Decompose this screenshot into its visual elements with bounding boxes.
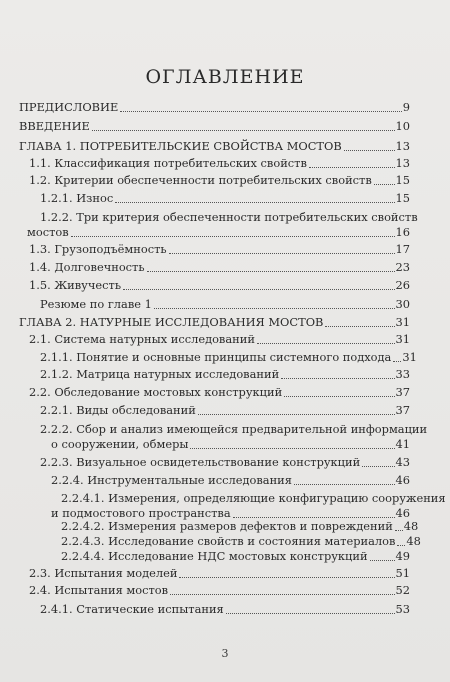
toc-entry-title: 2.4. Испытания мостов [29, 583, 169, 597]
toc-entry-title: 1.5. Живучесть [29, 278, 122, 292]
toc-entry-title: 2.1. Система натурных исследований [29, 332, 255, 346]
toc-entry[interactable] [29, 333, 410, 346]
toc-entry-page: 53 [395, 602, 410, 616]
toc-entry-title: 1.2.2. Три критерия обеспеченности потребительских свойств [40, 210, 418, 224]
toc-entry-title: 2.1.2. Матрица натурных исследований [40, 367, 280, 381]
toc-entry[interactable] [29, 261, 410, 274]
toc-entry[interactable] [29, 584, 410, 597]
toc-entry-page: 17 [395, 242, 410, 256]
toc-entry[interactable] [19, 140, 410, 153]
dot-leader [226, 613, 395, 614]
toc-entry-page: 49 [395, 549, 410, 563]
dot-leader [397, 545, 405, 546]
toc-entry[interactable] [40, 456, 410, 469]
toc-entry-title: 2.4.1. Статические испытания [40, 602, 224, 616]
toc-entry-page: 16 [395, 225, 410, 239]
toc-entry-page: 48 [403, 519, 419, 533]
toc-entry-page: 15 [395, 173, 410, 187]
toc-entry-title-continuation: и подмостового пространства [51, 506, 231, 520]
toc-entry-title: ПРЕДИСЛОВИЕ [19, 100, 119, 114]
toc-entry-title: ВВЕДЕНИЕ [19, 119, 90, 133]
toc-entry[interactable] [29, 174, 410, 187]
toc-entry[interactable] [51, 438, 410, 451]
toc-entry-title: 1.4. Долговечность [29, 260, 145, 274]
toc-entry-title: 1.2. Критерии обеспеченности потребительских свойств [29, 173, 372, 187]
toc-entry-title-continuation: о сооружении, обмеры [51, 437, 189, 451]
toc-entry-page: 10 [395, 119, 410, 133]
toc-entry-page: 30 [395, 297, 410, 311]
toc-entry-page: 33 [395, 367, 410, 381]
toc-entry-title: ГЛАВА 2. НАТУРНЫЕ ИССЛЕДОВАНИЯ МОСТОВ [19, 315, 324, 329]
dot-leader [257, 343, 395, 344]
toc-entry[interactable] [40, 298, 410, 311]
dot-leader [71, 236, 395, 237]
dot-leader [325, 326, 394, 327]
dot-leader [170, 594, 394, 595]
toc-entry-page: 13 [395, 156, 410, 170]
dot-leader [92, 130, 395, 131]
dot-leader [281, 378, 394, 379]
toc-entry-title: 2.2.4.1. Измерения, определяющие конфигурацию сооружения [61, 491, 446, 505]
toc-entry[interactable] [61, 519, 419, 533]
toc-entry[interactable] [27, 226, 410, 239]
dot-leader [344, 150, 395, 151]
toc-entry[interactable] [40, 192, 410, 205]
toc-entry[interactable] [19, 101, 410, 114]
dot-leader [190, 448, 394, 449]
toc-entry[interactable] [61, 550, 410, 563]
toc-entry-page: 31 [395, 315, 410, 329]
toc-entry-page: 46 [395, 473, 410, 487]
toc-entry-page: 46 [395, 506, 410, 520]
toc-entry-page: 43 [395, 455, 410, 469]
toc-entry[interactable] [40, 368, 410, 381]
toc-entry-page: 31 [402, 350, 417, 364]
toc-entry[interactable] [29, 157, 410, 170]
dot-leader [233, 517, 395, 518]
toc-entry-title: Резюме по главе 1 [40, 297, 152, 311]
toc-entry[interactable] [19, 120, 410, 133]
toc-entry-title: 2.2.4. Инструментальные исследования [51, 473, 292, 487]
toc-entry-title: 2.3. Испытания моделей [29, 566, 178, 580]
dot-leader [309, 167, 395, 168]
toc-entry-page: 51 [395, 566, 410, 580]
toc-entry-title: ГЛАВА 1. ПОТРЕБИТЕЛЬСКИЕ СВОЙСТВА МОСТОВ [19, 139, 342, 153]
toc-entry[interactable] [29, 279, 410, 292]
dot-leader [198, 414, 395, 415]
toc-entry[interactable] [29, 567, 410, 580]
dot-leader [393, 361, 401, 362]
toc-entry[interactable] [51, 474, 410, 487]
page-title: ОГЛАВЛЕНИЕ [145, 66, 305, 88]
dot-leader [154, 308, 395, 309]
toc-entry-page: 26 [395, 278, 410, 292]
toc-entry-page: 37 [395, 385, 410, 399]
toc-entry-page: 15 [395, 191, 410, 205]
toc-entry[interactable] [19, 316, 410, 329]
dot-leader [123, 289, 394, 290]
toc-entry-title: 2.2. Обследование мостовых конструкций [29, 385, 283, 399]
toc-entry[interactable] [40, 404, 410, 417]
toc-entry[interactable] [40, 350, 417, 364]
toc-entry-page: 9 [402, 100, 410, 114]
toc-entry-title: 1.1. Классификация потребительских свойств [29, 156, 307, 170]
dot-leader [115, 202, 394, 203]
toc-entry-page: 37 [395, 403, 410, 417]
toc-entry-title: 2.2.4.4. Исследование НДС мостовых конструкций [61, 549, 368, 563]
dot-leader [147, 271, 395, 272]
toc-entry[interactable] [61, 534, 421, 548]
toc-entry-title: 2.1.1. Понятие и основные принципы системного подхода [40, 350, 392, 364]
dot-leader [294, 484, 395, 485]
toc-entry-page: 41 [395, 437, 410, 451]
toc-entry-title: 2.2.4.2. Измерения размеров дефектов и повреждений [61, 519, 393, 533]
toc-entry-title-continuation: мостов [27, 225, 69, 239]
dot-leader [179, 577, 394, 578]
toc-entry[interactable] [40, 603, 410, 616]
toc-entry-page: 13 [395, 139, 410, 153]
toc-entry[interactable] [29, 243, 410, 256]
dot-leader [169, 253, 395, 254]
dot-leader [370, 560, 395, 561]
dot-leader [120, 111, 401, 112]
toc-entry-page: 48 [406, 534, 421, 548]
dot-leader [284, 396, 394, 397]
dot-leader [395, 530, 403, 531]
toc-entry-page: 52 [395, 583, 410, 597]
toc-entry-title: 1.3. Грузоподъёмность [29, 242, 167, 256]
dot-leader [374, 184, 395, 185]
toc-entry-title: 2.2.4.3. Исследование свойств и состояния материалов [61, 534, 396, 548]
toc-entry[interactable] [29, 386, 410, 399]
toc-entry-title: 2.2.2. Сбор и анализ имеющейся предварительной информации [40, 422, 428, 436]
toc-entry-title: 2.2.3. Визуальное освидетельствование конструкций [40, 455, 361, 469]
toc-entry-page: 31 [395, 332, 410, 346]
toc-entry-page: 23 [395, 260, 410, 274]
toc-entry-title: 2.2.1. Виды обследований [40, 403, 196, 417]
page-number: 3 [221, 647, 229, 660]
dot-leader [362, 466, 394, 467]
toc-entry-title: 1.2.1. Износ [40, 191, 114, 205]
